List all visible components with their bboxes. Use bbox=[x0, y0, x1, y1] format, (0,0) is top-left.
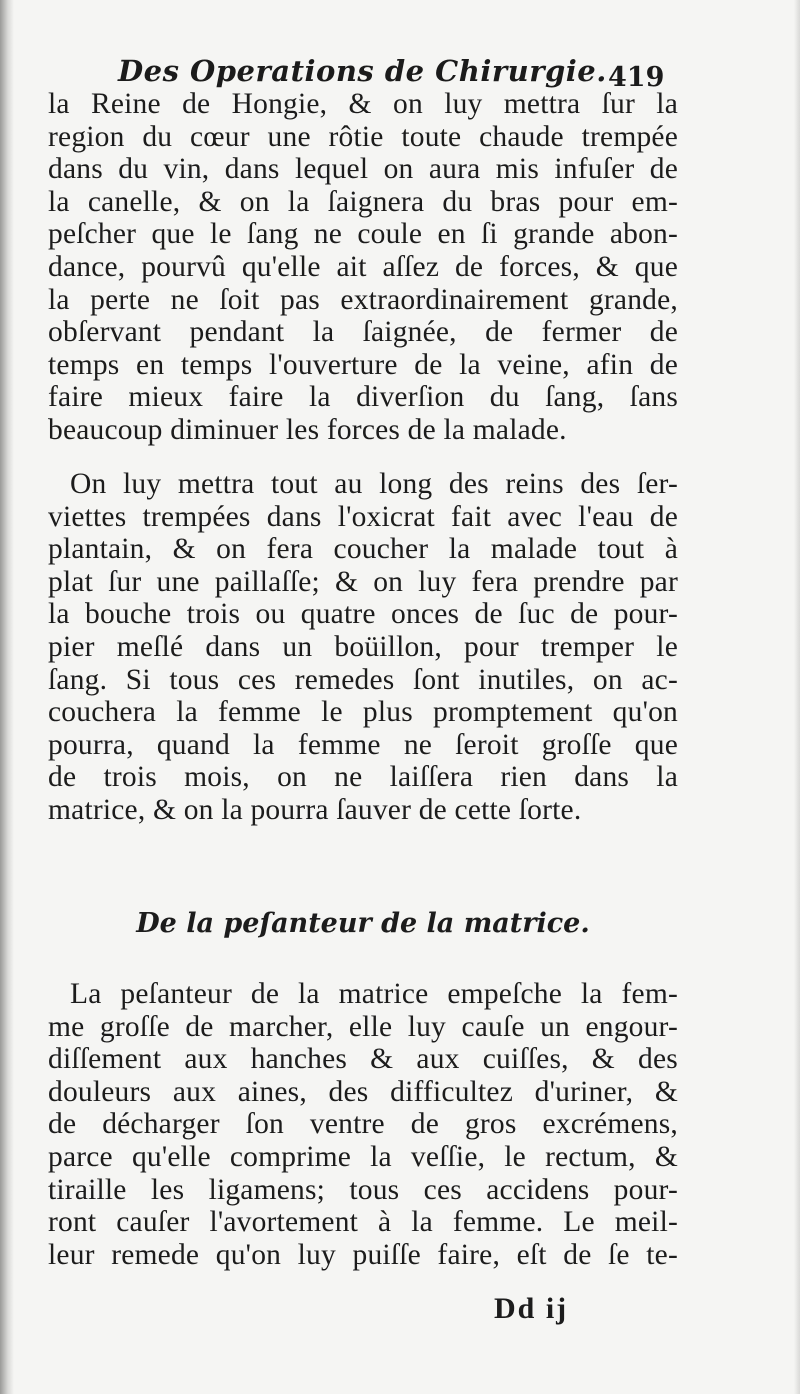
text-line: temps en temps l'ouverture de la veine, afin de bbox=[48, 348, 678, 381]
page-edge bbox=[794, 0, 800, 1394]
text-line: dans du vin, dans lequel on aura mis infuſer de bbox=[48, 153, 678, 186]
text-line: dance, pourvû qu'elle ait aſſez de forces, & que bbox=[48, 250, 678, 283]
text-line: region du cœur une rôtie toute chaude trempée bbox=[48, 120, 678, 153]
text-line: ſang. Si tous ces remedes ſont inutiles, on ac- bbox=[48, 663, 678, 696]
text-line: leur remede qu'on luy puiſſe faire, eſt de ſe te- bbox=[48, 1238, 678, 1271]
text-line: la Reine de Hongie, & on luy mettra ſur la bbox=[48, 88, 678, 120]
binding-gutter-shadow bbox=[0, 0, 14, 1394]
text-line: couchera la femme le plus promptement qu'on bbox=[48, 696, 678, 729]
text-line: matrice, & on la pourra ſauver de cette ſorte. bbox=[48, 793, 582, 826]
text-line: de trois mois, on ne laiſſera rien dans la bbox=[48, 761, 678, 794]
paragraph-1 bbox=[48, 88, 678, 447]
text-line: obſervant pendant la ſaignée, de fermer de bbox=[48, 316, 678, 349]
text-line: pier meſlé dans un boüillon, pour tremper le bbox=[48, 630, 678, 663]
paragraph-3 bbox=[48, 978, 678, 1271]
page-number: 419 bbox=[608, 62, 665, 93]
text-line: me groſſe de marcher, elle luy cauſe un engour- bbox=[48, 1010, 678, 1043]
text-line: la bouche trois ou quatre onces de ſuc de pour- bbox=[48, 598, 678, 631]
text-line: plantain, & on fera coucher la malade tout à bbox=[48, 533, 678, 566]
text-line: la perte ne ſoit pas extraordinairement grande, bbox=[48, 283, 678, 316]
text-line: faire mieux faire la diverſion du ſang, ſans bbox=[48, 381, 678, 414]
text-line: ront cauſer l'avortement à la femme. Le meil- bbox=[48, 1206, 678, 1239]
running-title: Des Operations de Chirurgie. bbox=[118, 54, 607, 88]
text-line: la canelle, & on la ſaignera du bras pour em- bbox=[48, 185, 678, 218]
text-line: peſcher que le ſang ne coule en ſi grande abon- bbox=[48, 218, 678, 251]
text-line: tiraille les ligamens; tous ces accidens pour- bbox=[48, 1173, 678, 1206]
text-line: beaucoup diminuer les forces de la malade. bbox=[48, 413, 567, 446]
section-heading: De la peſanteur de la matrice. bbox=[136, 908, 590, 939]
text-line: diſſement aux hanches & aux cuiſſes, & des bbox=[48, 1043, 678, 1076]
paragraph-2 bbox=[48, 468, 678, 827]
text-line: parce qu'elle comprime la veſſie, le rectum, & bbox=[48, 1140, 678, 1173]
text-line: douleurs aux aines, des difficultez d'uriner, & bbox=[48, 1075, 678, 1108]
text-line: plat ſur une paillaſſe; & on luy fera prendre par bbox=[48, 565, 678, 598]
text-line: de décharger ſon ventre de gros excrémens, bbox=[48, 1108, 678, 1141]
text-line: viettes trempées dans l'oxicrat fait avec l'eau de bbox=[48, 500, 678, 533]
signature-mark: Dd ij bbox=[494, 1292, 569, 1325]
text-line: pourra, quand la femme ne ſeroit groſſe que bbox=[48, 728, 678, 761]
text-line: On luy mettra tout au long des reins des ſer- bbox=[70, 468, 678, 500]
text-line: La peſanteur de la matrice empeſche la fem- bbox=[70, 978, 678, 1010]
